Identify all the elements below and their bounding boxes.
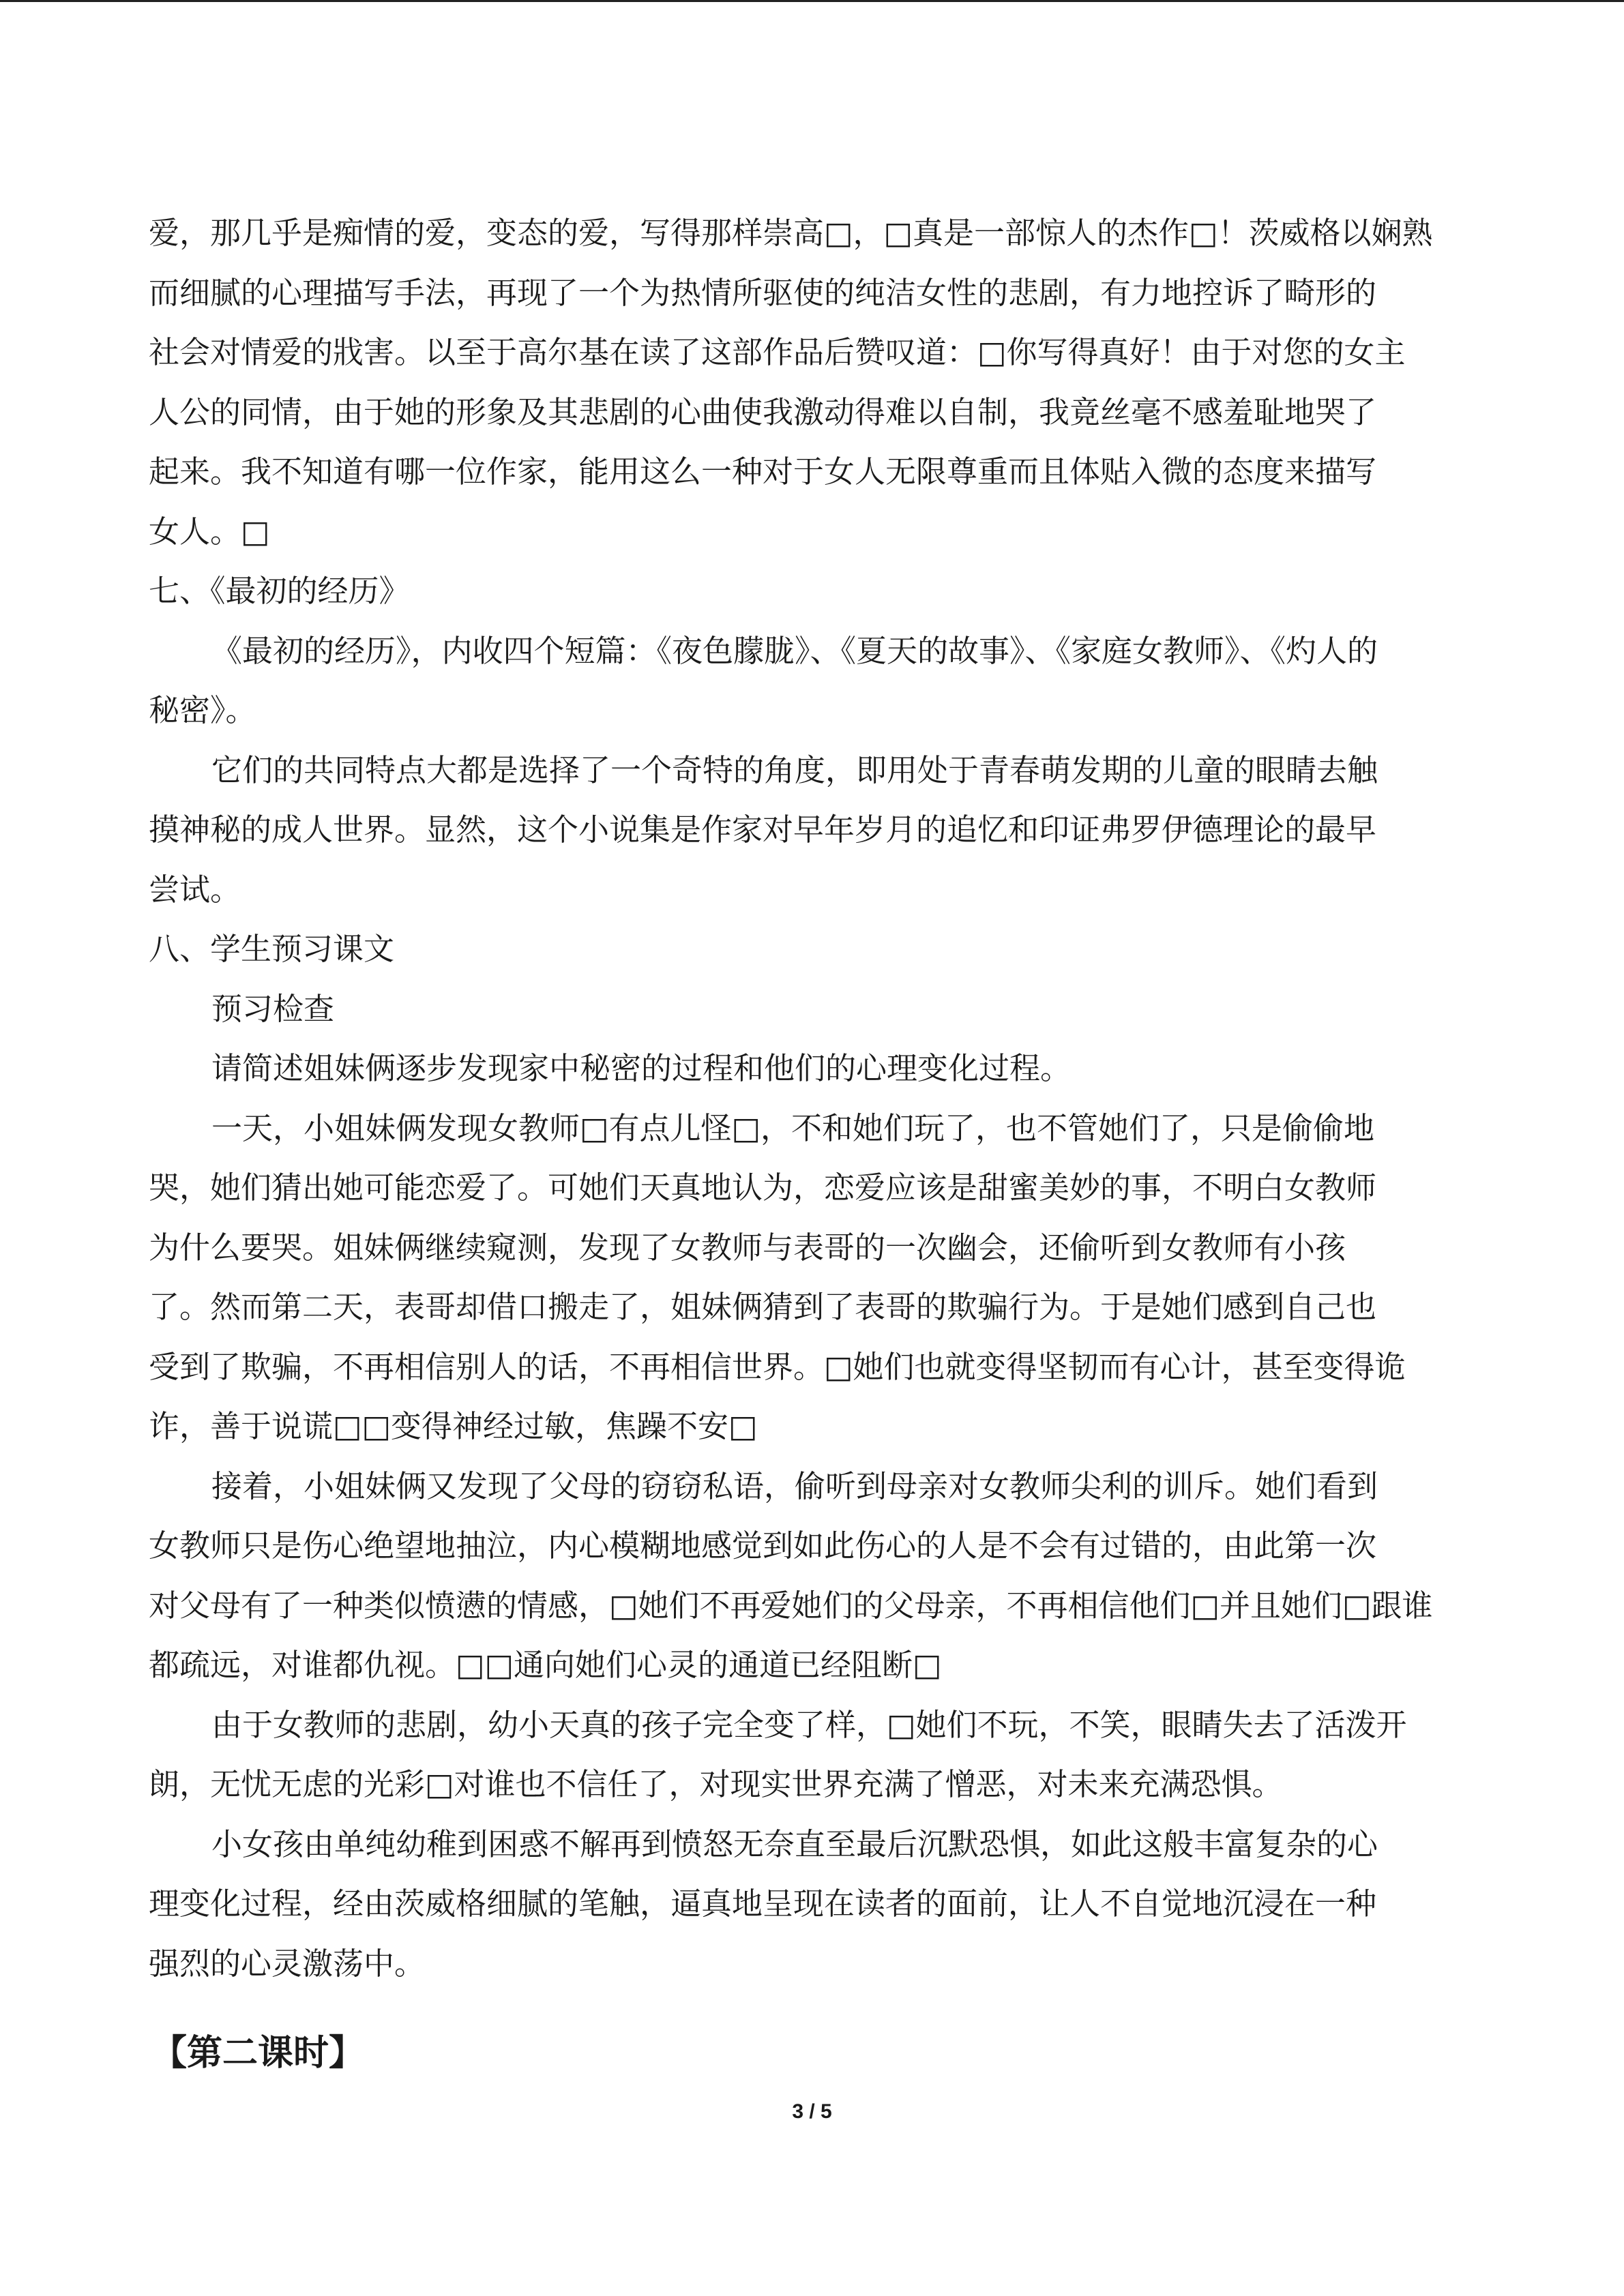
body-line: 诈，善于说谎□□变得神经过敏，焦躁不安□	[149, 1408, 758, 1444]
body-line: 受到了欺骗，不再相信别人的话，不再相信世界。□她们也就变得坚韧而有心计，甚至变得诡	[149, 1348, 1406, 1385]
body-line: 人公的同情，由于她的形象及其悲剧的心曲使我激动得难以自制，我竟丝毫不感羞耻地哭了	[149, 393, 1377, 430]
body-line: 理变化过程，经由茨威格细腻的笔触，逼真地呈现在读者的面前，让人不自觉地沉浸在一种	[149, 1885, 1377, 1922]
page-number: 3 / 5	[792, 2100, 832, 2123]
body-line: 小女孩由单纯幼稚到困惑不解再到愤怒无奈直至最后沉默恐惧，如此这般丰富复杂的心	[211, 1825, 1378, 1862]
body-line: 一天，小姐妹俩发现女教师□有点儿怪□，不和她们玩了，也不管她们了，只是偷偷地	[211, 1109, 1375, 1146]
body-line: 强烈的心灵激荡中。	[149, 1945, 426, 1982]
body-line: 接着，小姐妹俩又发现了父母的窃窃私语，偷听到母亲对女教师尖利的训斥。她们看到	[211, 1467, 1378, 1504]
body-line: 社会对情爱的戕害。以至于高尔基在读了这部作品后赞叹道：□你写得真好！由于对您的女主	[149, 334, 1406, 370]
body-line: 为什么要哭。姐妹俩继续窥测，发现了女教师与表哥的一次幽会，还偷听到女教师有小孩	[149, 1229, 1346, 1266]
body-line: 它们的共同特点大都是选择了一个奇特的角度，即用处于青春萌发期的儿童的眼睛去触	[211, 751, 1378, 788]
lesson-heading: 【第二课时】	[151, 2033, 365, 2074]
body-line: 女教师只是伤心绝望地抽泣，内心模糊地感觉到如此伤心的人是不会有过错的，由此第一次	[149, 1527, 1377, 1564]
body-line: 爱，那几乎是痴情的爱，变态的爱，写得那样崇高□，□真是一部惊人的杰作□！茨威格以娴熟	[149, 215, 1433, 251]
body-line: 摸神秘的成人世界。显然，这个小说集是作家对早年岁月的追忆和印证弗罗伊德理论的最早	[149, 811, 1377, 848]
body-line: 尝试。	[149, 871, 241, 908]
question-line: 请简述姐妹俩逐步发现家中秘密的过程和他们的心理变化过程。	[211, 1050, 1072, 1086]
body-line: 由于女教师的悲剧，幼小天真的孩子完全变了样，□她们不玩，不笑，眼睛失去了活泼开	[211, 1706, 1407, 1743]
body-line: 而细腻的心理描写手法，再现了一个为热情所驱使的纯洁女性的悲剧，有力地控诉了畸形的	[149, 274, 1377, 311]
body-line: 女人。□	[149, 513, 270, 550]
body-line: 对父母有了一种类似愤懑的情感，□她们不再爱她们的父母亲，不再相信他们□并且她们□跟谁	[149, 1587, 1433, 1624]
document-body	[149, 203, 1472, 1993]
body-line: 《最初的经历》，内收四个短篇：《夜色朦胧》、《夏天的故事》、《家庭女教师》、《灼人的	[211, 632, 1378, 669]
body-line: 秘密》。	[149, 692, 256, 728]
section-heading: 八、学生预习课文	[149, 931, 395, 967]
body-line: 了。然而第二天，表哥却借口搬走了，姐妹俩猜到了表哥的欺骗行为。于是她们感到自己也	[149, 1289, 1377, 1325]
body-line: 朗，无忧无虑的光彩□对谁也不信任了，对现实世界充满了憎恶，对未来充满恐惧。	[149, 1766, 1283, 1802]
body-line: 起来。我不知道有哪一位作家，能用这么一种对于女人无限尊重而且体贴入微的态度来描写	[149, 453, 1377, 490]
top-border	[0, 0, 1624, 2]
section-heading: 七、《最初的经历》	[149, 573, 410, 609]
body-line: 都疏远，对谁都仇视。□□通向她们心灵的通道已经阻断□	[149, 1647, 942, 1683]
subheading: 预习检查	[211, 990, 335, 1027]
body-line: 哭，她们猜出她可能恋爱了。可她们天真地认为，恋爱应该是甜蜜美妙的事，不明白女教师	[149, 1169, 1377, 1206]
